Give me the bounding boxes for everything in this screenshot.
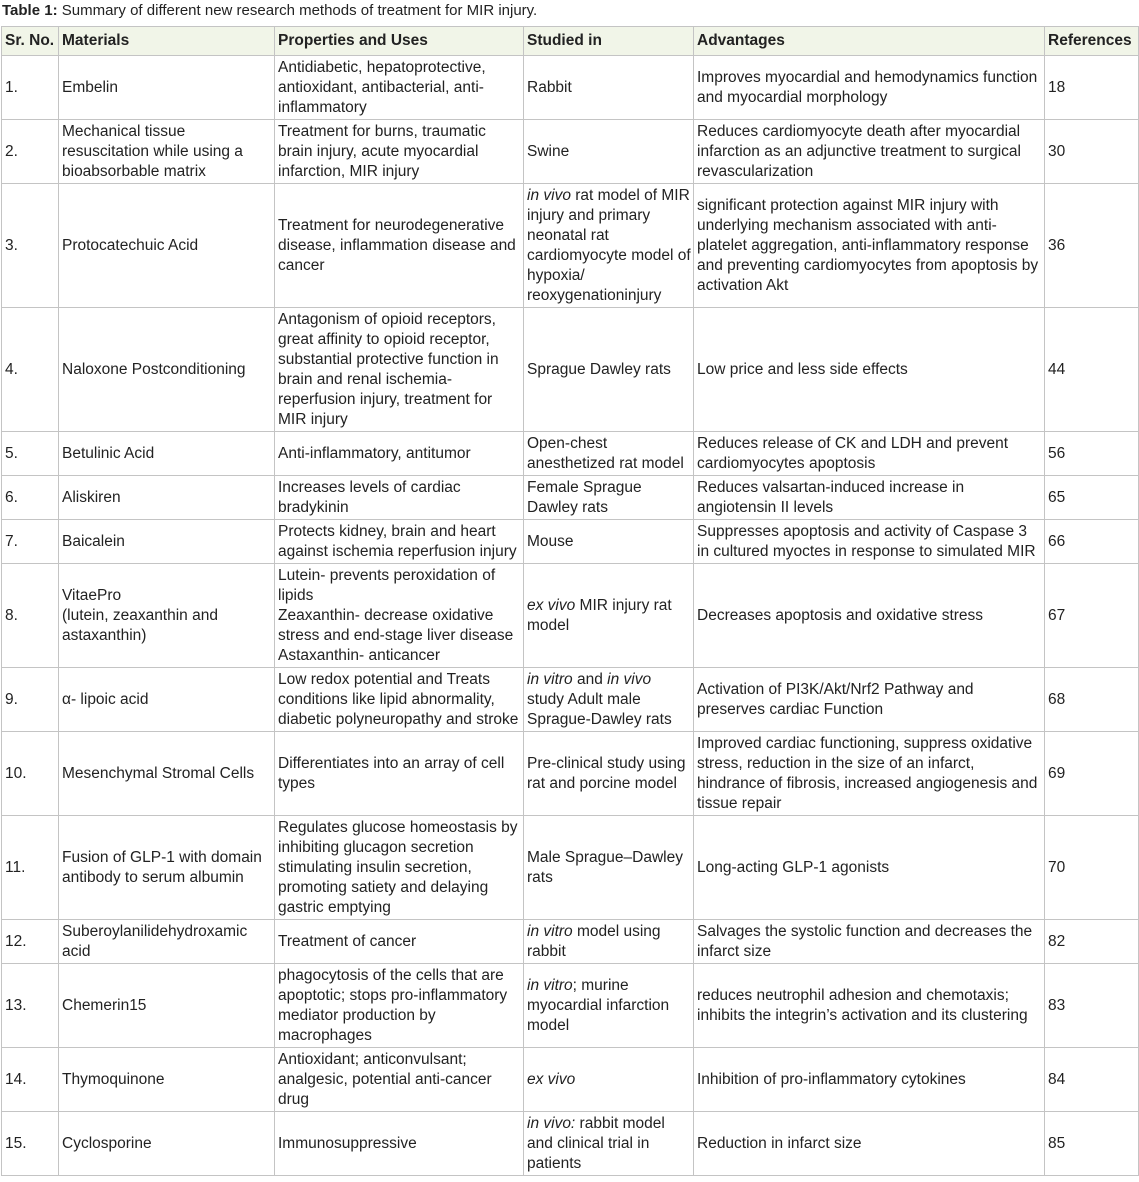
cell-reference: 69 — [1045, 732, 1139, 816]
cell-studied-in — [524, 432, 694, 476]
text-segment: rabbit model and clinical trial in patients — [527, 1114, 665, 1172]
text-segment: Mechanical tissue resuscitation while using a bioabsorbable matrix — [62, 122, 243, 180]
text-segment: significant protection against MIR injury with underlying mechanism associated with anti-platelet aggregation, anti-inflammatory response and preventing cardiomyocytes from apoptosis by activation Akt — [697, 196, 1039, 294]
column-header-studied-in: Studied in — [524, 27, 694, 56]
cell-studied-in — [524, 732, 694, 816]
treatment-methods-table — [1, 26, 1139, 1176]
text-segment: α- lipoic acid — [62, 690, 149, 708]
cell-advantages — [694, 668, 1045, 732]
text-segment: Female Sprague Dawley rats — [527, 478, 642, 516]
cell-reference: 30 — [1045, 120, 1139, 184]
cell-advantages — [694, 1048, 1045, 1112]
cell-studied-in — [524, 1112, 694, 1176]
table-row — [2, 520, 1139, 564]
cell-material — [59, 432, 275, 476]
cell-material — [59, 476, 275, 520]
cell-properties — [275, 564, 524, 668]
cell-reference: 56 — [1045, 432, 1139, 476]
cell-properties — [275, 184, 524, 308]
text-segment: Reduces cardiomyocyte death after myocardial infarction as an adjunctive treatment to surgical revascularization — [697, 122, 1021, 180]
text-segment: Differentiates into an array of cell types — [278, 754, 505, 792]
cell-studied-in — [524, 668, 694, 732]
cell-reference: 18 — [1045, 56, 1139, 120]
cell-sr-no: 11. — [2, 816, 59, 920]
cell-sr-no: 13. — [2, 964, 59, 1048]
text-segment: Immunosuppressive — [278, 1134, 417, 1152]
text-segment: study Adult male Sprague-Dawley rats — [527, 690, 672, 728]
cell-sr-no: 4. — [2, 308, 59, 432]
text-segment: Naloxone Postconditioning — [62, 360, 246, 378]
column-header-materials: Materials — [59, 27, 275, 56]
cell-studied-in — [524, 564, 694, 668]
text-segment: Inhibition of pro-inflammatory cytokines — [697, 1070, 966, 1088]
cell-properties — [275, 476, 524, 520]
text-segment: Antagonism of opioid receptors, great affinity to opioid receptor, substantial protective function in brain and renal ischemia-reperfusion injury, treatment for MIR injury — [278, 310, 499, 428]
cell-sr-no: 5. — [2, 432, 59, 476]
column-header-references: References — [1045, 27, 1139, 56]
italic-text-segment: in vivo: — [527, 1114, 576, 1132]
text-segment: reduces neutrophil adhesion and chemotaxis; inhibits the integrin’s activation and its clustering — [697, 986, 1028, 1024]
text-segment: and — [572, 670, 608, 688]
cell-reference: 83 — [1045, 964, 1139, 1048]
text-segment: ; murine myocardial infarction model — [527, 976, 670, 1034]
cell-sr-no: 15. — [2, 1112, 59, 1176]
text-segment: Activation of PI3K/Akt/Nrf2 Pathway and preserves cardiac Function — [697, 680, 974, 718]
text-segment: Thymoquinone — [62, 1070, 165, 1088]
cell-advantages — [694, 964, 1045, 1048]
text-segment: Baicalein — [62, 532, 125, 550]
cell-advantages — [694, 816, 1045, 920]
cell-studied-in — [524, 920, 694, 964]
text-segment: Antidiabetic, hepatoprotective, antioxidant, antibacterial, anti-inflammatory — [278, 58, 486, 116]
text-segment: Lutein- prevents peroxidation of lipids — [278, 566, 496, 604]
cell-sr-no: 9. — [2, 668, 59, 732]
table-row — [2, 964, 1139, 1048]
table-body — [2, 56, 1139, 1176]
cell-material — [59, 564, 275, 668]
text-segment: Treatment of cancer — [278, 932, 417, 950]
cell-material — [59, 668, 275, 732]
cell-reference: 44 — [1045, 308, 1139, 432]
text-segment: Protocatechuic Acid — [62, 236, 199, 254]
cell-reference: 70 — [1045, 816, 1139, 920]
cell-properties — [275, 432, 524, 476]
cell-reference: 67 — [1045, 564, 1139, 668]
cell-advantages — [694, 920, 1045, 964]
cell-advantages — [694, 184, 1045, 308]
table-row — [2, 476, 1139, 520]
cell-reference: 85 — [1045, 1112, 1139, 1176]
cell-properties — [275, 56, 524, 120]
text-segment: Embelin — [62, 78, 118, 96]
text-segment: phagocytosis of the cells that are apoptotic; stops pro-inflammatory mediator production by macrophages — [278, 966, 508, 1044]
cell-properties — [275, 120, 524, 184]
column-header-properties: Properties and Uses — [275, 27, 524, 56]
table-row — [2, 732, 1139, 816]
text-segment: Male Sprague–Dawley rats — [527, 848, 683, 886]
text-segment: Chemerin15 — [62, 996, 147, 1014]
cell-material — [59, 920, 275, 964]
cell-material — [59, 308, 275, 432]
cell-advantages — [694, 732, 1045, 816]
italic-text-segment: in vivo — [607, 670, 652, 688]
text-segment: Mouse — [527, 532, 574, 550]
cell-reference: 66 — [1045, 520, 1139, 564]
italic-text-segment: in vivo — [527, 186, 571, 204]
cell-studied-in — [524, 520, 694, 564]
table-row — [2, 668, 1139, 732]
text-segment: VitaePro — [62, 586, 122, 604]
cell-studied-in — [524, 1048, 694, 1112]
cell-sr-no: 7. — [2, 520, 59, 564]
text-segment: Open-chest anesthetized rat model — [527, 434, 684, 472]
table-caption-text: Summary of different new research methods of treatment for MIR injury. — [57, 2, 538, 19]
cell-reference: 36 — [1045, 184, 1139, 308]
cell-sr-no: 14. — [2, 1048, 59, 1112]
cell-studied-in — [524, 56, 694, 120]
table-row — [2, 1112, 1139, 1176]
text-segment: Increases levels of cardiac bradykinin — [278, 478, 461, 516]
cell-sr-no: 2. — [2, 120, 59, 184]
italic-text-segment: in vitro — [527, 670, 573, 688]
cell-properties — [275, 732, 524, 816]
cell-sr-no: 10. — [2, 732, 59, 816]
text-segment: Salvages the systolic function and decreases the infarct size — [697, 922, 1033, 960]
cell-material — [59, 120, 275, 184]
text-segment: Decreases apoptosis and oxidative stress — [697, 606, 984, 624]
text-segment: Low price and less side effects — [697, 360, 908, 378]
cell-properties — [275, 920, 524, 964]
text-segment: rat model of MIR injury and primary neonatal rat cardiomyocyte model of hypoxia/ reoxygenationinjury — [527, 186, 691, 304]
table-row — [2, 56, 1139, 120]
table-row — [2, 816, 1139, 920]
cell-advantages — [694, 476, 1045, 520]
text-segment: Improves myocardial and hemodynamics function and myocardial morphology — [697, 68, 1038, 106]
cell-material — [59, 56, 275, 120]
cell-studied-in — [524, 816, 694, 920]
italic-text-segment: in vitro — [527, 976, 573, 994]
cell-properties — [275, 668, 524, 732]
text-segment: Fusion of GLP-1 with domain antibody to serum albumin — [62, 848, 262, 886]
cell-material — [59, 1048, 275, 1112]
text-segment: Zeaxanthin- decrease oxidative stress and end-stage liver disease — [278, 606, 514, 644]
cell-sr-no: 8. — [2, 564, 59, 668]
cell-reference: 68 — [1045, 668, 1139, 732]
text-segment: Rabbit — [527, 78, 572, 96]
text-segment: Suberoylanilidehydroxamic acid — [62, 922, 248, 960]
text-segment: Treatment for burns, traumatic brain injury, acute myocardial infarction, MIR injury — [278, 122, 486, 180]
cell-properties — [275, 816, 524, 920]
text-segment: Astaxanthin- anticancer — [278, 646, 440, 664]
table-row — [2, 432, 1139, 476]
cell-reference: 65 — [1045, 476, 1139, 520]
cell-properties — [275, 1112, 524, 1176]
cell-studied-in — [524, 476, 694, 520]
text-segment: Regulates glucose homeostasis by inhibiting glucagon secretion stimulating insulin secretion, promoting satiety and delaying gastric emptying — [278, 818, 518, 916]
text-segment: MIR injury rat model — [527, 596, 672, 634]
table-row — [2, 120, 1139, 184]
text-segment: Protects kidney, brain and heart against ischemia reperfusion injury — [278, 522, 517, 560]
text-segment: Treatment for neurodegenerative disease, inflammation disease and cancer — [278, 216, 516, 274]
cell-properties — [275, 520, 524, 564]
italic-text-segment: in vitro — [527, 922, 573, 940]
cell-reference: 84 — [1045, 1048, 1139, 1112]
cell-advantages — [694, 520, 1045, 564]
cell-sr-no: 6. — [2, 476, 59, 520]
cell-advantages — [694, 564, 1045, 668]
cell-sr-no: 3. — [2, 184, 59, 308]
text-segment: Cyclosporine — [62, 1134, 152, 1152]
cell-properties — [275, 1048, 524, 1112]
cell-properties — [275, 964, 524, 1048]
text-segment: Sprague Dawley rats — [527, 360, 671, 378]
text-segment: model using rabbit — [527, 922, 661, 960]
cell-advantages — [694, 56, 1045, 120]
text-segment: Aliskiren — [62, 488, 121, 506]
text-segment: Low redox potential and Treats conditions like lipid abnormality, diabetic polyneuropathy and stroke — [278, 670, 519, 728]
cell-reference: 82 — [1045, 920, 1139, 964]
text-segment: Mesenchymal Stromal Cells — [62, 764, 255, 782]
table-row — [2, 564, 1139, 668]
text-segment: Anti-inflammatory, antitumor — [278, 444, 471, 462]
table-row — [2, 184, 1139, 308]
cell-material — [59, 964, 275, 1048]
cell-sr-no: 1. — [2, 56, 59, 120]
cell-material — [59, 732, 275, 816]
cell-material — [59, 816, 275, 920]
cell-material — [59, 184, 275, 308]
cell-material — [59, 520, 275, 564]
cell-advantages — [694, 308, 1045, 432]
table-row — [2, 1048, 1139, 1112]
text-segment: Improved cardiac functioning, suppress oxidative stress, reduction in the size of an infarct, hindrance of fibrosis, increased angiogenesis and tissue repair — [697, 734, 1038, 812]
cell-studied-in — [524, 964, 694, 1048]
table-row — [2, 308, 1139, 432]
table-row — [2, 920, 1139, 964]
text-segment: (lutein, zeaxanthin and astaxanthin) — [62, 606, 218, 644]
column-header-advantages: Advantages — [694, 27, 1045, 56]
italic-text-segment: ex vivo — [527, 596, 576, 614]
cell-studied-in — [524, 308, 694, 432]
text-segment: Suppresses apoptosis and activity of Caspase 3 in cultured myoctes in response to simulated MIR — [697, 522, 1036, 560]
text-segment: Reduces release of CK and LDH and prevent cardiomyocytes apoptosis — [697, 434, 1009, 472]
cell-sr-no: 12. — [2, 920, 59, 964]
table-header-row — [2, 27, 1139, 56]
cell-advantages — [694, 1112, 1045, 1176]
cell-studied-in — [524, 184, 694, 308]
text-segment: Betulinic Acid — [62, 444, 155, 462]
cell-material — [59, 1112, 275, 1176]
text-segment: Reduces valsartan-induced increase in angiotensin II levels — [697, 478, 965, 516]
text-segment: Antioxidant; anticonvulsant; analgesic, potential anti-cancer drug — [278, 1050, 492, 1108]
italic-text-segment: ex vivo — [527, 1070, 576, 1088]
cell-properties — [275, 308, 524, 432]
text-segment: Reduction in infarct size — [697, 1134, 862, 1152]
table-caption — [0, 0, 1139, 26]
text-segment: Pre-clinical study using rat and porcine model — [527, 754, 686, 792]
cell-studied-in — [524, 120, 694, 184]
table-caption-label: Table 1: — [2, 2, 58, 19]
text-segment: Long-acting GLP-1 agonists — [697, 858, 890, 876]
column-header-sr-no: Sr. No. — [2, 27, 59, 56]
cell-advantages — [694, 432, 1045, 476]
text-segment: Swine — [527, 142, 570, 160]
cell-advantages — [694, 120, 1045, 184]
